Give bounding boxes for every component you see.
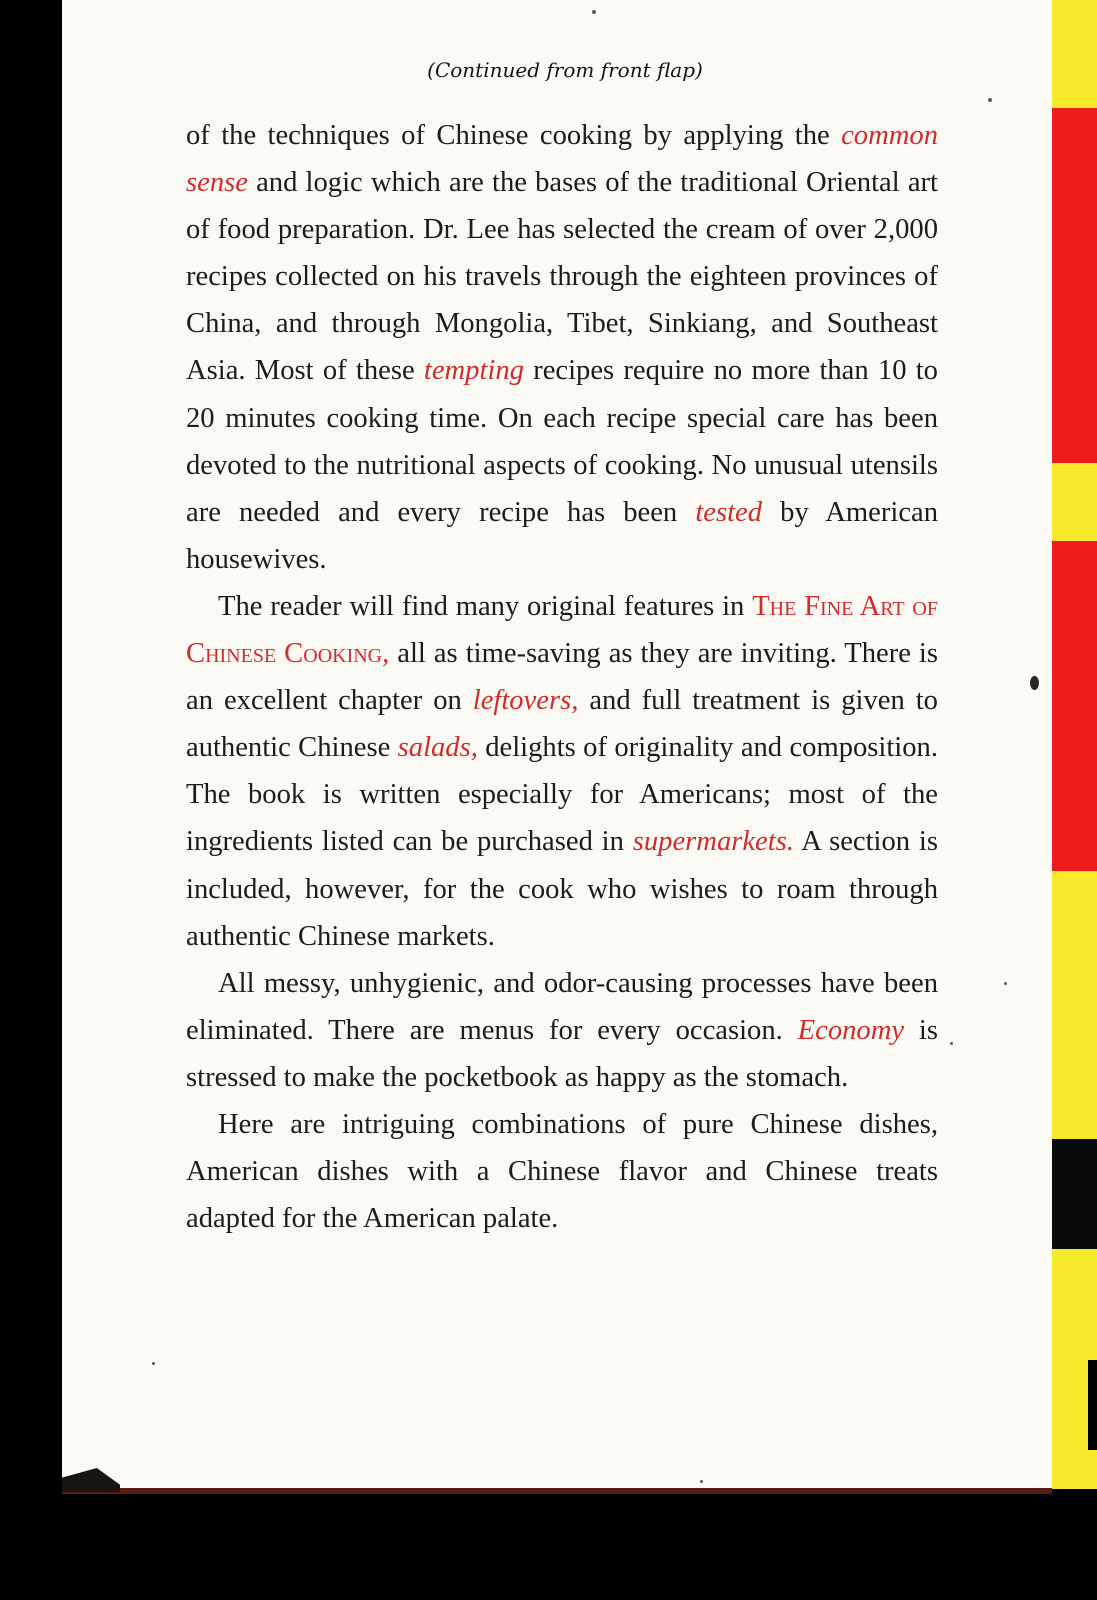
text-run: and full treatment is given to authentic Chinese bbox=[186, 685, 938, 764]
highlighted-word: tested bbox=[695, 496, 763, 528]
spine-band-yellow-middle bbox=[1052, 463, 1097, 541]
text-run: all as time-saving as they are inviting. There is an excellent chapter on bbox=[186, 638, 938, 717]
text-run: by American housewives. bbox=[186, 496, 939, 575]
speck bbox=[988, 98, 992, 102]
book-title-highlight: The Fine Art of Chinese Cooking, bbox=[186, 590, 938, 670]
continued-heading: (Continued from front flap) bbox=[427, 58, 703, 82]
text-run: The reader will find many original features in bbox=[218, 590, 753, 622]
highlighted-word: tempting bbox=[423, 355, 524, 387]
highlighted-word: salads, bbox=[397, 732, 478, 764]
text-run: A section is included, however, for the cook who wishes to roam through authentic Chinese markets. bbox=[186, 826, 938, 952]
speck bbox=[950, 1042, 953, 1045]
spine-band-yellow-lower bbox=[1052, 871, 1097, 1139]
text-run: recipes require no more than 10 to 20 minutes cooking time. On each recipe special care has been devoted to the nutritional aspects of cooking. No unusual utensils are needed and every recipe has been bbox=[186, 355, 938, 528]
spine-band-red-lower bbox=[1052, 541, 1097, 871]
highlighted-word: supermarkets. bbox=[632, 826, 794, 858]
text-run: is stressed to make the pocketbook as happy as the stomach. bbox=[186, 1014, 938, 1093]
spine-dark-mark bbox=[1088, 1360, 1097, 1450]
speck bbox=[1004, 982, 1007, 985]
speck bbox=[1030, 676, 1039, 690]
spine-band-yellow-top bbox=[1052, 0, 1097, 108]
body-paragraph bbox=[186, 960, 938, 1101]
text-run: and logic which are the bases of the traditional Oriental art of food preparation. Dr. Lee has selected the cream of over 2,000 recipes collected on his travels through the eighteen provinces of China, and through Mongolia, Tibet, Sinkiang, and Southeast Asia. Most of these bbox=[186, 167, 938, 387]
speck bbox=[700, 1480, 703, 1483]
highlighted-word: leftovers, bbox=[472, 685, 579, 717]
body-paragraph bbox=[186, 583, 938, 960]
body-paragraph bbox=[186, 112, 938, 583]
text-run: All messy, unhygienic, and odor-causing processes have been eliminated. There are menus for every occasion. bbox=[186, 967, 938, 1046]
highlighted-word: common sense bbox=[186, 120, 938, 199]
text-run: Here are intriguing combinations of pure Chinese dishes, American dishes with a Chinese flavor and Chinese treats adapted for the American palate. bbox=[186, 1108, 938, 1235]
text-run: of the techniques of Chinese cooking by applying the bbox=[186, 120, 842, 151]
spine-band-red-upper bbox=[1052, 108, 1097, 463]
body-paragraph bbox=[186, 1101, 938, 1242]
speck bbox=[152, 1362, 155, 1365]
spine-band-black bbox=[1052, 1139, 1097, 1249]
flap-bottom-edge bbox=[62, 1488, 1052, 1494]
speck bbox=[592, 10, 596, 14]
flap-body-text bbox=[186, 112, 938, 1242]
highlighted-word: Economy bbox=[797, 1014, 905, 1046]
text-run: delights of originality and composition. The book is written especially for Americans; most of the ingredients listed can be purchased in bbox=[186, 732, 938, 858]
